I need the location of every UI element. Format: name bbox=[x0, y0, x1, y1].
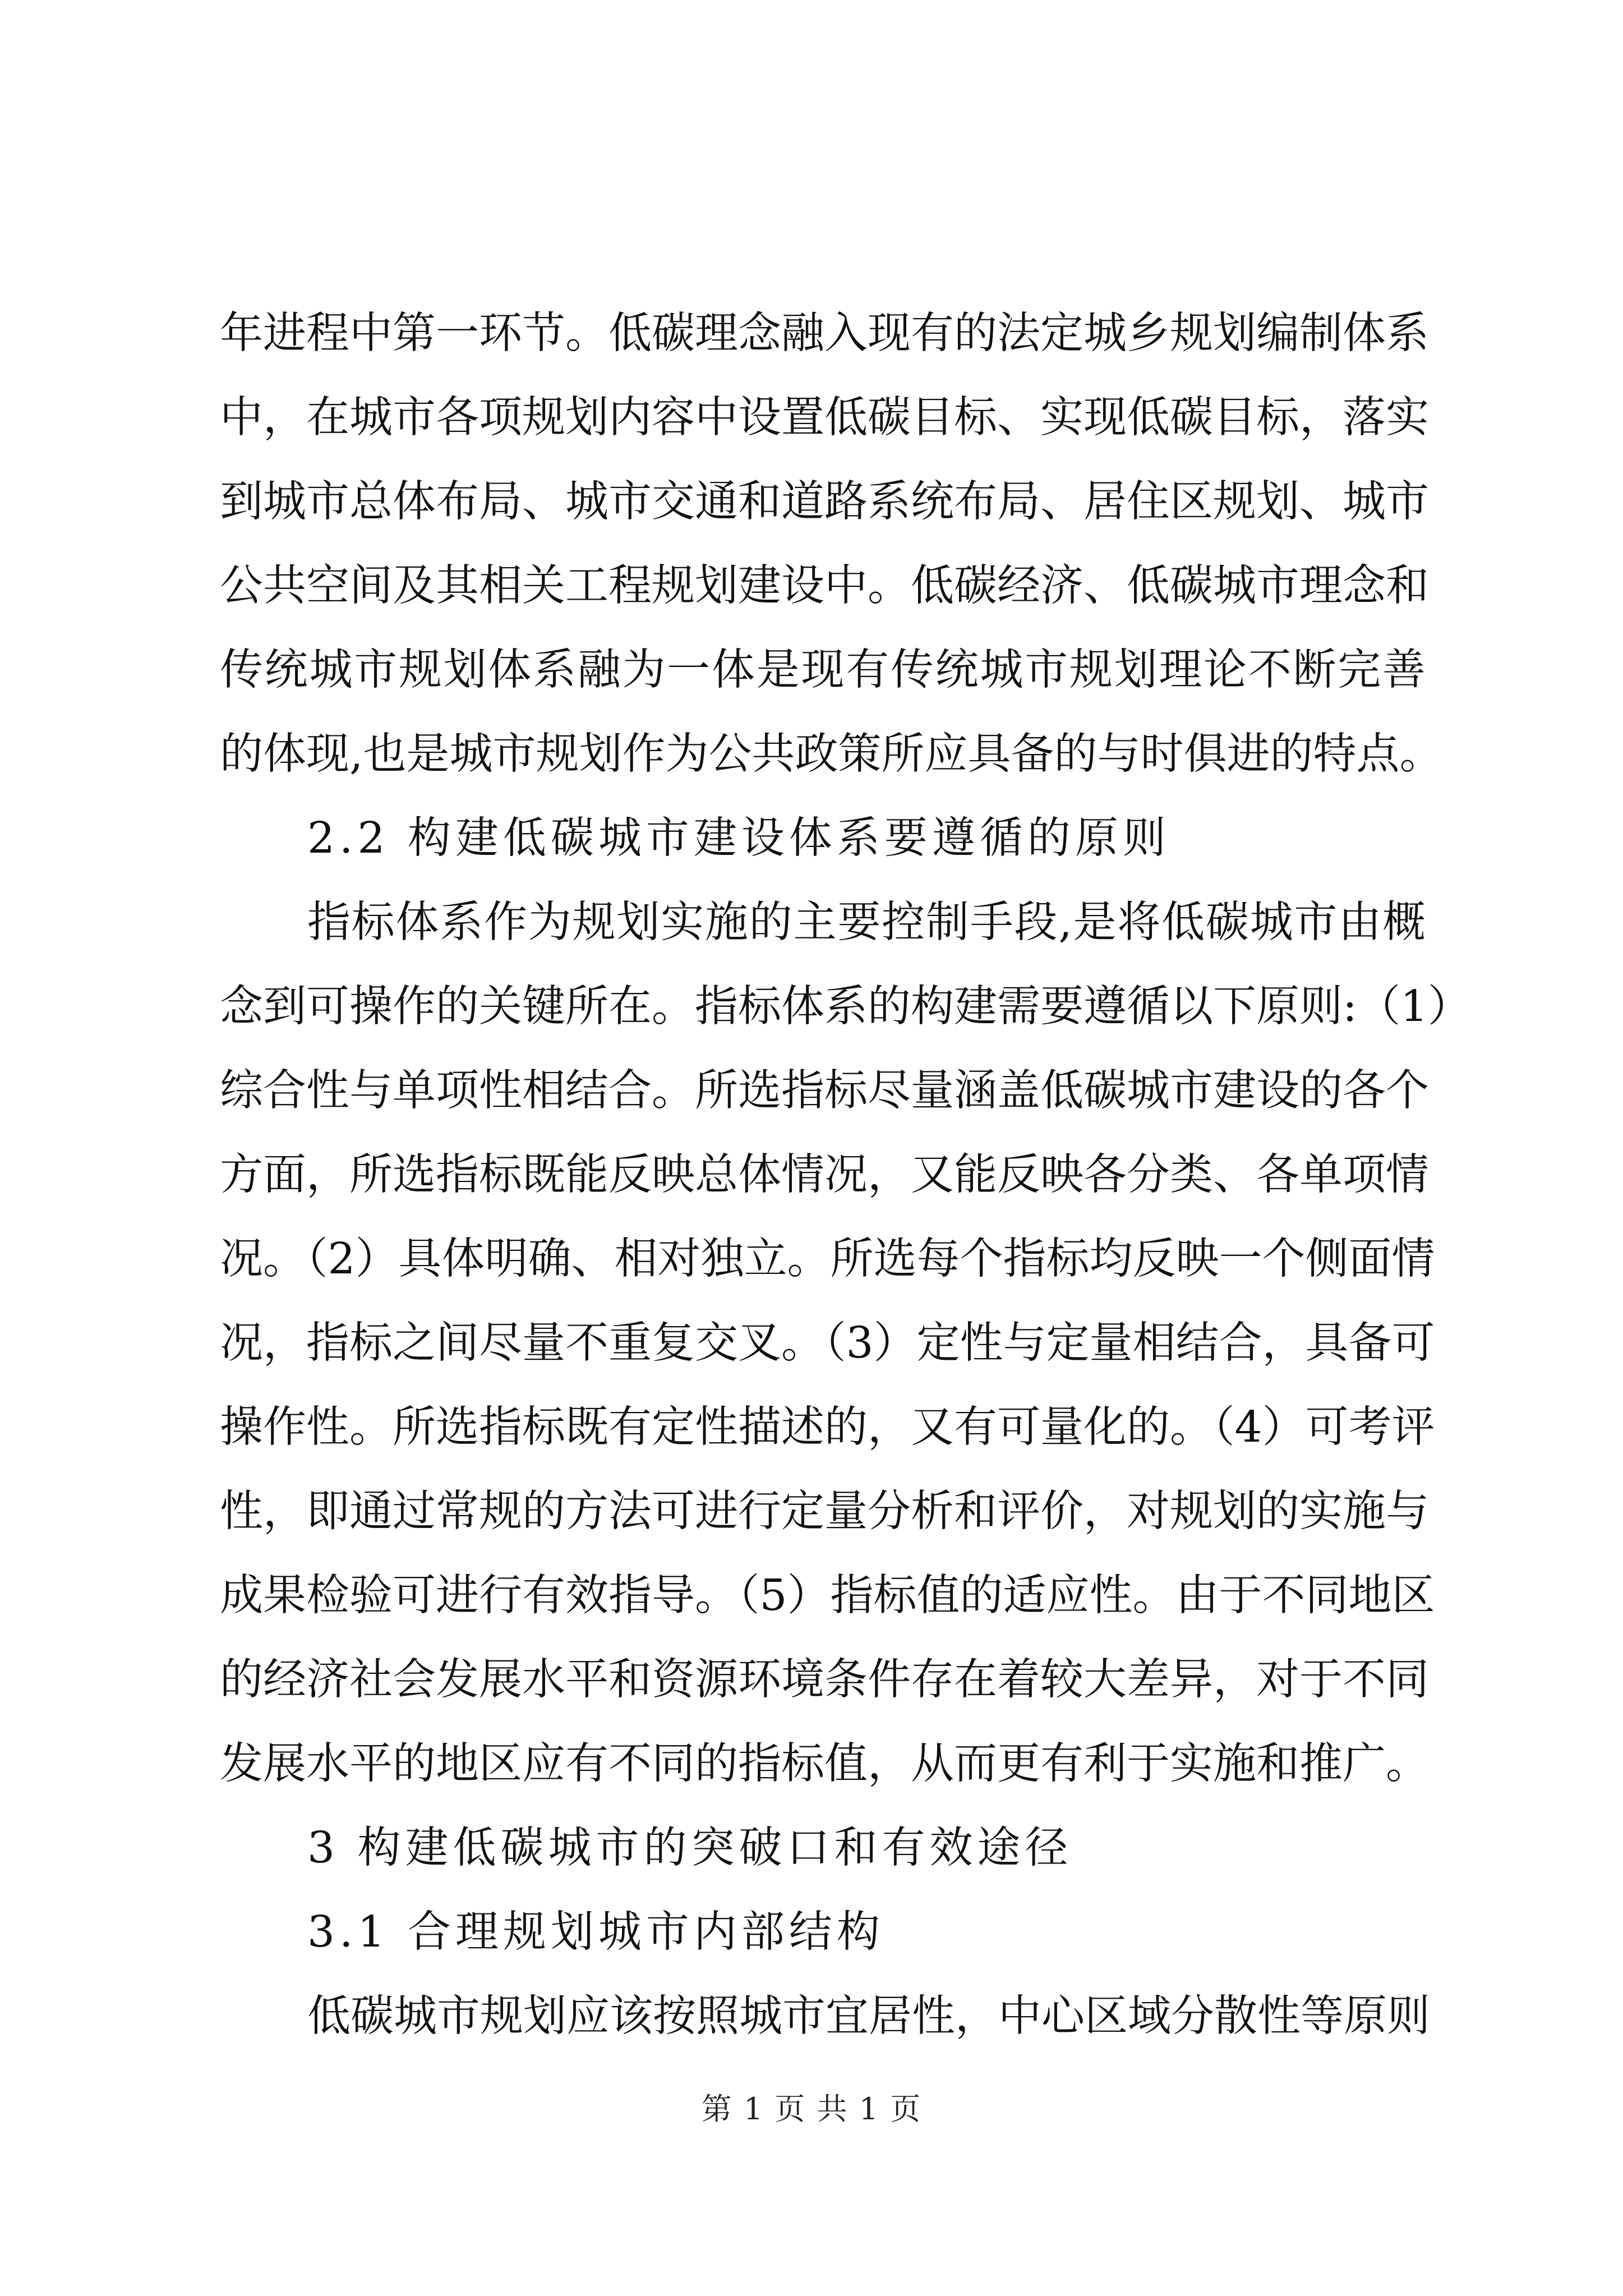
body-text-line: 的体现,也是城市规划作为公共政策所应具备的与时俱进的特点。 bbox=[220, 729, 1443, 779]
body-text-line: 况，指标之间尽量不重复交叉。（3）定性与定量相结合，具备可 bbox=[220, 1318, 1435, 1368]
body-text-line: 指标体系作为规划实施的主要控制手段,是将低碳城市由概 bbox=[307, 898, 1426, 947]
body-text-line: 年进程中第一环节。低碳理念融入现有的法定城乡规划编制体系 bbox=[220, 309, 1429, 358]
page-footer: 第 1 页 共 1 页 bbox=[701, 2091, 922, 2127]
section-heading-3: 3 构建低碳城市的突破口和有效途径 bbox=[307, 1823, 1073, 1873]
body-text-line: 到城市总体布局、城市交通和道路系统布局、居住区规划、城市 bbox=[220, 477, 1429, 527]
body-text-line: 综合性与单项性相结合。所选指标尽量涵盖低碳城市建设的各个 bbox=[220, 1066, 1429, 1116]
body-text-line: 念到可操作的关键所在。指标体系的构建需要遵循以下原则:（1） bbox=[220, 982, 1471, 1032]
body-text-line: 操作性。所选指标既有定性描述的，又有可量化的。（4）可考评 bbox=[220, 1402, 1435, 1452]
body-text-line: 方面，所选指标既能反映总体情况，又能反映各分类、各单项情 bbox=[220, 1150, 1429, 1200]
body-text-line: 况。（2）具体明确、相对独立。所选每个指标均反映一个侧面情 bbox=[220, 1234, 1435, 1284]
body-text-line: 中，在城市各项规划内容中设置低碳目标、实现低碳目标，落实 bbox=[220, 393, 1429, 443]
body-text-line: 传统城市规划体系融为一体是现有传统城市规划理论不断完善 bbox=[220, 645, 1426, 695]
section-heading-2-2: 2.2 构建低碳城市建设体系要遵循的原则 bbox=[307, 813, 1170, 863]
body-text-line: 低碳城市规划应该按照城市宜居性，中心区域分散性等原则 bbox=[307, 1991, 1430, 2041]
body-text-line: 性，即通过常规的方法可进行定量分析和评价，对规划的实施与 bbox=[220, 1487, 1429, 1536]
body-text-line: 发展水平的地区应有不同的指标值，从而更有利于实施和推广。 bbox=[220, 1739, 1429, 1789]
body-text-line: 成果检验可进行有效指导。（5）指标值的适应性。由于不同地区 bbox=[220, 1571, 1435, 1621]
body-text-line: 公共空间及其相关工程规划建设中。低碳经济、低碳城市理念和 bbox=[220, 561, 1429, 611]
section-heading-3-1: 3.1 合理规划城市内部结构 bbox=[307, 1907, 884, 1957]
body-text-line: 的经济社会发展水平和资源环境条件存在着较大差异，对于不同 bbox=[220, 1655, 1429, 1705]
